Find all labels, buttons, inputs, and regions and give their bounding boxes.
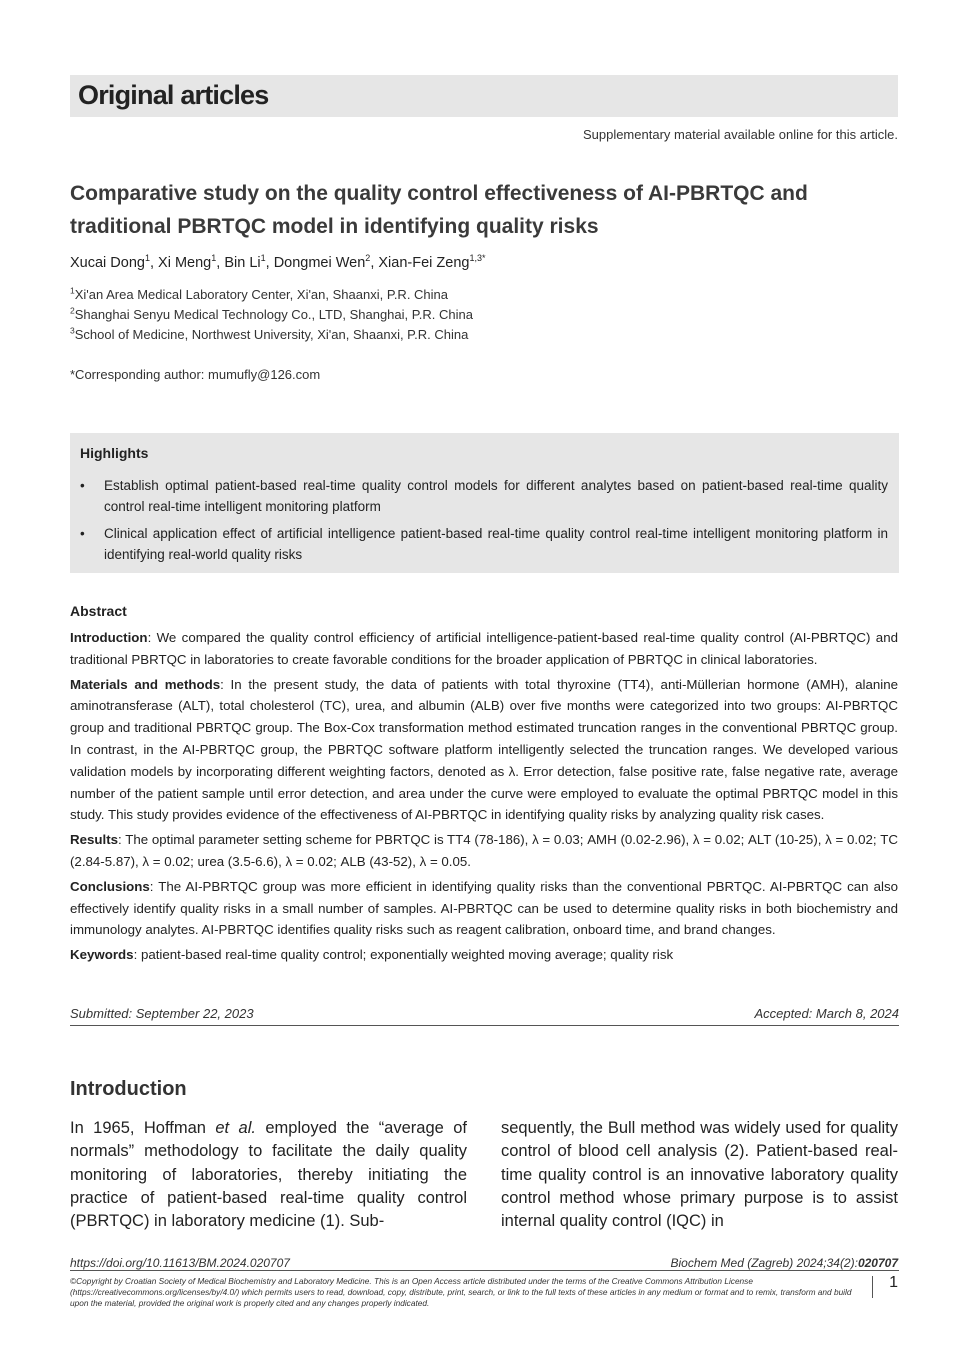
introduction-column-2: sequently, the Bull method was widely used for quality control of blood cell analysis (2). Patient-based real-time quality control is an innovative laboratory quality control method whose primary purpose is to assist internal quality control (IQC) in <box>501 1119 898 1231</box>
affiliation <box>70 307 473 322</box>
highlights-box <box>70 433 899 573</box>
author-sup: 1 <box>144 253 150 264</box>
affiliation-sup: 1 <box>70 285 75 296</box>
section-header-bar <box>70 75 898 117</box>
affiliation <box>70 287 448 302</box>
intro-italic: et al. <box>215 1119 256 1137</box>
supplementary-note: Supplementary material available online for this article. <box>582 127 898 142</box>
highlight-text: Clinical application effect of artificial intelligence patient-based real-time quality control real-time intelligent monitoring platform in identifying real-world quality risks <box>104 526 888 562</box>
copyright-notice: ©Copyright by Croatian Society of Medical Biochemistry and Laboratory Medicine. This is an Open Access article distributed under the terms of the Creative Commons Attribution License (https://creativecommons.org/licenses/by/4.0/) which permits users to read, download, copy, distribute, print, search, or link to the full texts of these articles in any medium or format and to remix, transform and build upon the material, provided the original work is properly cited and any changes properly indicated. <box>70 1276 852 1308</box>
introduction-heading: Introduction <box>70 1078 187 1100</box>
highlights-title: Highlights <box>80 445 149 461</box>
abstract-text: : We compared the quality control efficiency of artificial intelligence-patient-based real-time quality control (AI-PBRTQC) and traditional PBRTQC in laboratories to create favorable conditions for the broader application of PBRTQC in clinical laboratories. <box>70 630 898 667</box>
journal-ref: Biochem Med (Zagreb) 2024;34(2): <box>670 1256 858 1270</box>
page-number: 1 <box>889 1274 898 1291</box>
article-id: 020707 <box>857 1256 898 1270</box>
intro-text: In 1965, Hoffman <box>70 1119 216 1137</box>
bullet-icon: • <box>80 526 85 541</box>
affiliation-sup: 2 <box>70 305 75 316</box>
abstract-results <box>70 829 898 873</box>
author: Dongmei Wen <box>273 255 366 271</box>
page-separator <box>872 1276 873 1298</box>
affiliation <box>70 327 468 342</box>
bullet-icon: • <box>80 478 85 493</box>
abstract-introduction <box>70 627 898 671</box>
affiliation-text: Shanghai Senyu Medical Technology Co., LTD, Shanghai, P.R. China <box>74 307 473 322</box>
abstract-label: Conclusions <box>70 878 150 894</box>
abstract-text: : The AI-PBRTQC group was more efficient in identifying quality risks than the conventional PBRTQC. AI-PBRTQC can also effectively identify quality risks in a small number of samples. AI-PBRTQC can be used to determine quality risks in both biochemistry and immunology analytes. AI-PBRTQC identifies quality risks such as reagent calibration, onboard time, and brand changes. <box>70 878 898 938</box>
author-sup: 1 <box>211 253 217 264</box>
abstract-label: Introduction <box>70 630 148 645</box>
article-title: Comparative study on the quality control effectiveness of AI-PBRTQC and traditional PBRTQC model in identifying quality risks <box>70 182 808 238</box>
abstract-label: Materials and methods <box>70 676 221 692</box>
introduction-column-1 <box>70 1117 467 1233</box>
abstract-text: : The optimal parameter setting scheme for PBRTQC is TT4 (78-186), λ = 0.03; AMH (0.02-2.96), λ = 0.02; ALT (10-25), λ = 0.02; TC (2.84-5.87), λ = 0.02; urea (3.5-6.6), λ = 0.02; ALB (43-52), λ = 0.05. <box>70 832 898 869</box>
section-title: Original articles <box>78 80 269 110</box>
intro-text: employed the “average of normals” methodology to facilitate the daily quality monitoring of laboratories, thereby initiating the practice of patient-based real-time quality control (PBRTQC) in laboratory medicine (1). Sub- <box>70 1119 467 1231</box>
affiliation-text: Xi'an Area Medical Laboratory Center, Xi'an, Shaanxi, P.R. China <box>74 287 449 302</box>
abstract-keywords <box>70 944 898 966</box>
affiliation-sup: 3 <box>70 325 75 336</box>
author: Xi Meng <box>158 255 212 271</box>
accepted-date: Accepted: March 8, 2024 <box>754 1006 899 1021</box>
corresponding-author: *Corresponding author: mumufly@126.com <box>70 367 321 382</box>
highlight-item <box>80 523 888 565</box>
submitted-date: Submitted: September 22, 2023 <box>70 1006 254 1021</box>
article-dates <box>70 1006 899 1026</box>
abstract-label: Results <box>70 832 119 848</box>
abstract-text: : In the present study, the data of patients with total thyroxine (TT4), anti-Müllerian hormone (AMH), alanine aminotransferase (ALT), total cholesterol (TC), urea, and albumin (ALB) over five months were categorized into two groups: AI-PBRTQC group and traditional PBRTQC group. The Box-Cox transformation method estimated truncation ranges in the conventional PBRTQC group. In contrast, in the AI-PBRTQC group, the PBRTQC software platform intelligently selected the truncation ranges. We developed various validation models by incorporating different weighting factors, denoted as λ. Error detection, false positive rate, false negative rate, average number of the patient sample until error detection, and area under the curve were employed to evaluate the optimal PBRTQC model in this study. This study provides evidence of the effectiveness of AI-PBRTQC in identifying quality risks by analyzing quality risk cases. <box>70 676 898 823</box>
abstract-text: : patient-based real-time quality control; exponentially weighted moving average; quality risk <box>133 947 674 963</box>
author: Xucai Dong <box>70 255 145 271</box>
highlight-text: Establish optimal patient-based real-time quality control models for different analytes based on patient-based real-time quality control real-time intelligent monitoring platform <box>104 478 888 514</box>
abstract <box>70 603 898 969</box>
journal-citation <box>671 1256 898 1270</box>
author-list: Xucai Dong$^1$, Xi Meng$^1$, Bin Li$^1$, Dongmei Wen$^2$, Xian-Fei Zeng$^{1,3*}$ <box>70 253 486 271</box>
abstract-methods <box>70 674 898 827</box>
highlights-list <box>80 475 888 571</box>
author: Bin Li <box>224 255 261 271</box>
author-sup: 1 <box>260 253 266 264</box>
author-sup: 1,3* <box>469 253 486 264</box>
doi-link[interactable]: https://doi.org/10.11613/BM.2024.020707 <box>70 1256 290 1270</box>
abstract-conclusions <box>70 876 898 941</box>
abstract-heading: Abstract <box>70 603 127 619</box>
affiliation-text: School of Medicine, Northwest University, Xi'an, Shaanxi, P.R. China <box>74 327 469 342</box>
author: Xian-Fei Zeng <box>378 255 470 271</box>
highlight-item <box>80 475 888 517</box>
author-sup: 2 <box>365 253 371 264</box>
abstract-label: Keywords <box>70 947 134 963</box>
